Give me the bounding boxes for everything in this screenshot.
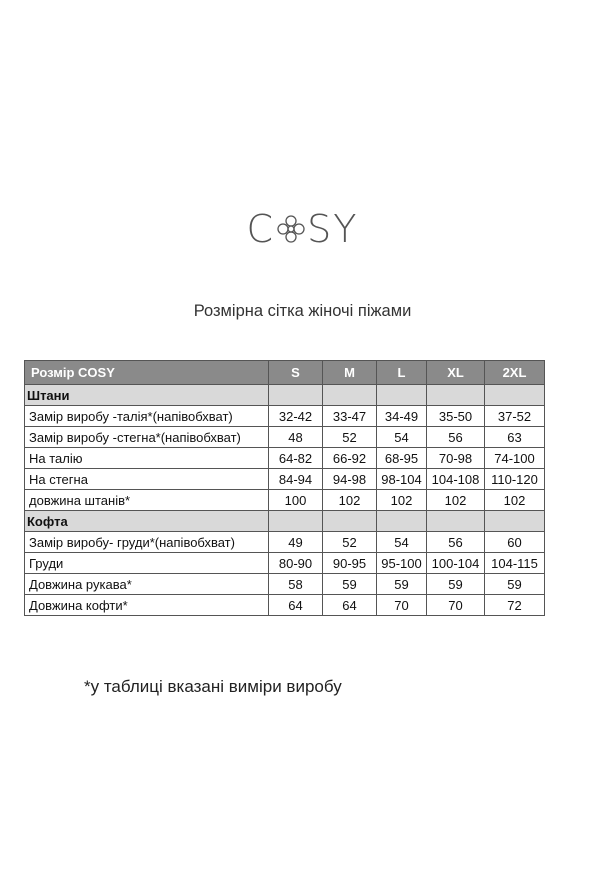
table-row [25, 532, 545, 553]
cell-value: 90-95 [323, 553, 377, 574]
cell-value: 54 [377, 427, 427, 448]
cell-value: 56 [427, 532, 485, 553]
cell-value: 64 [269, 595, 323, 616]
cell-value: 64-82 [269, 448, 323, 469]
cell-value: 68-95 [377, 448, 427, 469]
cell-value: 102 [377, 490, 427, 511]
logo-text-end: SY [307, 207, 359, 251]
logo-text-start: C [246, 207, 276, 251]
cell-value: 70 [427, 595, 485, 616]
row-label: На стегна [25, 469, 269, 490]
row-label: Довжина кофти* [25, 595, 269, 616]
cell-value: 35-50 [427, 406, 485, 427]
header-size-2xl: 2XL [485, 361, 545, 385]
cell-value: 95-100 [377, 553, 427, 574]
cell-value: 104-115 [485, 553, 545, 574]
table-row [25, 553, 545, 574]
brand-logo [0, 204, 605, 254]
cell-value: 32-42 [269, 406, 323, 427]
cell-value: 84-94 [269, 469, 323, 490]
flower-icon [276, 214, 306, 244]
row-label: Груди [25, 553, 269, 574]
cell-value: 59 [427, 574, 485, 595]
cell-value: 70 [377, 595, 427, 616]
cell-value: 102 [485, 490, 545, 511]
row-label: Замір виробу -стегна*(напівобхват) [25, 427, 269, 448]
cell-value: 49 [269, 532, 323, 553]
cell-value: 59 [323, 574, 377, 595]
row-label: Довжина рукава* [25, 574, 269, 595]
header-size-label: Розмір COSY [25, 361, 269, 385]
cell-value: 72 [485, 595, 545, 616]
cell-value: 80-90 [269, 553, 323, 574]
section-row-pants [25, 385, 545, 406]
section-row-top [25, 511, 545, 532]
section-label: Штани [25, 385, 269, 406]
cell-value: 74-100 [485, 448, 545, 469]
cell-value: 102 [427, 490, 485, 511]
row-label: На талію [25, 448, 269, 469]
header-size-s: S [269, 361, 323, 385]
cell-value: 100-104 [427, 553, 485, 574]
header-size-xl: XL [427, 361, 485, 385]
page-title: Розмірна сітка жіночі піжами [193, 302, 412, 320]
cell-value: 59 [377, 574, 427, 595]
row-label: довжина штанів* [25, 490, 269, 511]
header-size-m: M [323, 361, 377, 385]
table-row [25, 406, 545, 427]
cell-value: 34-49 [377, 406, 427, 427]
cell-value: 64 [323, 595, 377, 616]
cell-value: 37-52 [485, 406, 545, 427]
cell-value: 104-108 [427, 469, 485, 490]
cell-value: 102 [323, 490, 377, 511]
cell-value: 33-47 [323, 406, 377, 427]
cell-value: 52 [323, 427, 377, 448]
cell-value: 60 [485, 532, 545, 553]
cell-value: 63 [485, 427, 545, 448]
cell-value: 56 [427, 427, 485, 448]
cell-value: 59 [485, 574, 545, 595]
cell-value: 70-98 [427, 448, 485, 469]
cell-value: 94-98 [323, 469, 377, 490]
table-header-row [25, 361, 545, 385]
header-size-l: L [377, 361, 427, 385]
cell-value: 66-92 [323, 448, 377, 469]
table-row [25, 595, 545, 616]
cell-value: 54 [377, 532, 427, 553]
table-row [25, 574, 545, 595]
cell-value: 48 [269, 427, 323, 448]
table-row [25, 448, 545, 469]
cell-value: 110-120 [485, 469, 545, 490]
row-label: Замір виробу -талія*(напівобхват) [25, 406, 269, 427]
row-label: Замір виробу- груди*(напівобхват) [25, 532, 269, 553]
footnote: *у таблиці вказані виміри виробу [84, 677, 342, 696]
table-row [25, 490, 545, 511]
cell-value: 58 [269, 574, 323, 595]
table-row [25, 469, 545, 490]
cell-value: 52 [323, 532, 377, 553]
section-label: Кофта [25, 511, 269, 532]
cell-value: 98-104 [377, 469, 427, 490]
size-chart-table [24, 360, 545, 616]
cell-value: 100 [269, 490, 323, 511]
table-row [25, 427, 545, 448]
